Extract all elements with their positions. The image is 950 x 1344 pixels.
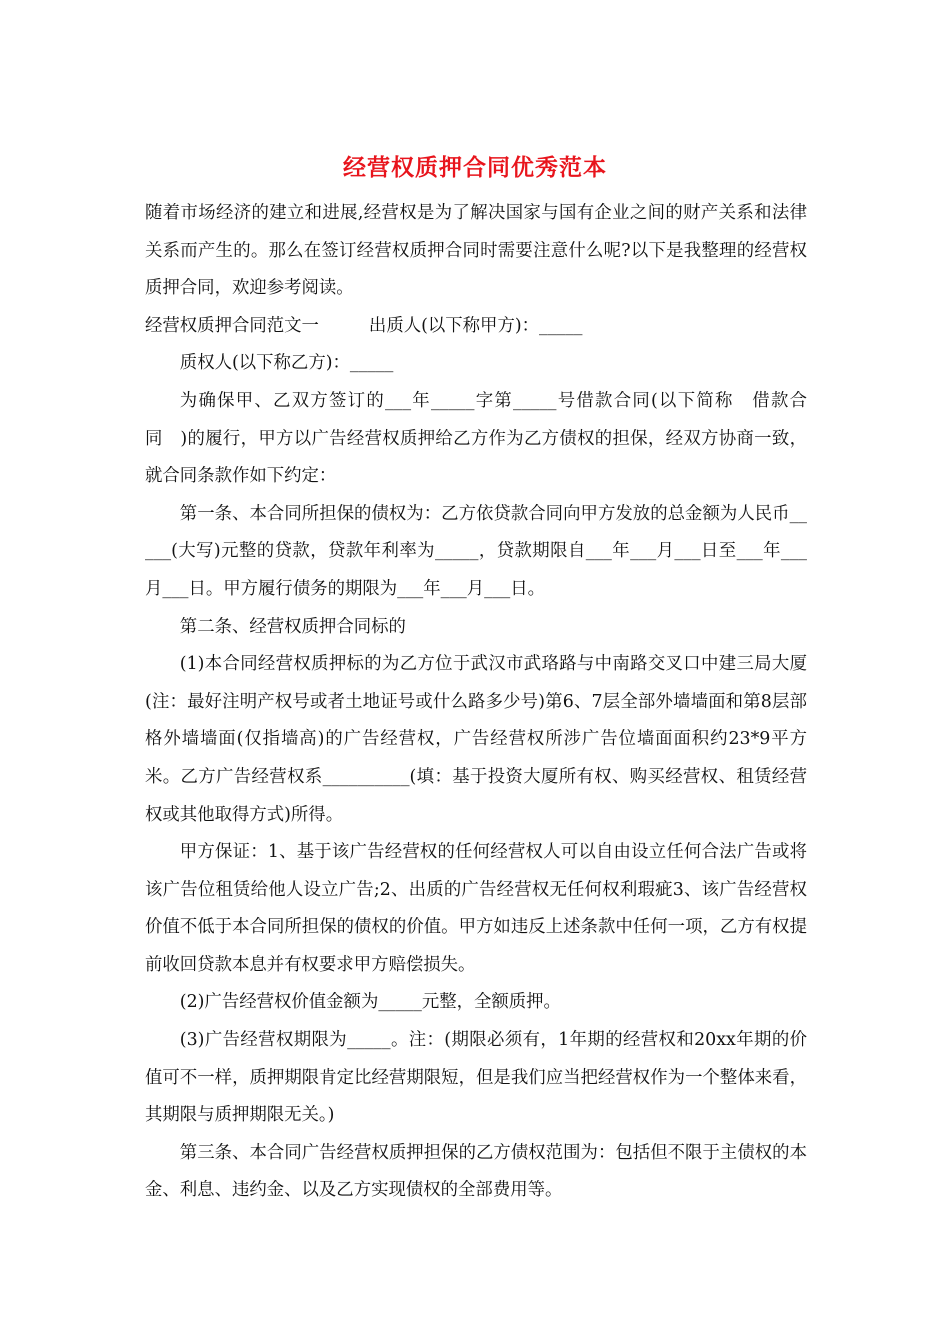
intro-paragraph: 随着市场经济的建立和进展,经营权是为了解决国家与国有企业之间的财产关系和法律关系而产生的。那么在签订经营权质押合同时需要注意什么呢?以下是我整理的经营权质押合同，欢迎参考阅读。: [145, 203, 807, 299]
guarantee-paragraph: 甲方保证：1、基于该广告经营权的任何经营权人可以自由设立任何合法广告或将该广告位租赁给他人设立广告;2、出质的广告经营权无任何权利瑕疵3、该广告经营权价值不低于本合同所担保的债权的价值。甲方如违反上述条款中任何一项，乙方有权提前收回贷款本息并有权要求甲方赔偿损失。: [145, 842, 807, 975]
sample-heading: 经营权质押合同范文一: [145, 315, 319, 336]
party-a-line: 出质人(以下称甲方)：_____: [368, 315, 583, 336]
clause-3-paragraph: (3)广告经营权期限为_____。注：(期限必须有，1年期的经营权和20xx年期的价值可不一样，质押期限肯定比经营期限短，但是我们应当把经营权作为一个整体来看，其期限与质押期限无关。): [145, 1030, 807, 1126]
article-2-heading: 第二条、经营权质押合同标的: [179, 616, 406, 637]
article-3-paragraph: 第三条、本合同广告经营权质押担保的乙方债权范围为：包括但不限于主债权的本金、利息、违约金、以及乙方实现债权的全部费用等。: [145, 1142, 807, 1201]
clause-1-paragraph: (1)本合同经营权质押标的为乙方位于武汉市武珞路与中南路交叉口中建三局大厦(注：最好注明产权号或者土地证号或什么路多少号)第6、7层全部外墙墙面和第8层部格外墙墙面(仅指墙高)的广告经营权，广告经营权所涉广告位墙面面积约23*9平方米。乙方广告经营权系__________(填：基于投资大厦所有权、购买经营权、租赁经营权或其他取得方式)所得。: [145, 654, 807, 825]
party-b-line: 质权人(以下称乙方)：_____: [179, 353, 394, 374]
preamble-paragraph: 为确保甲、乙双方签订的___年_____字第_____号借款合同(以下简称 借款合同 )的履行，甲方以广告经营权质押给乙方作为乙方债权的担保，经双方协商一致，就合同条款作如下约定：: [145, 390, 807, 487]
clause-2-paragraph: (2)广告经营权价值金额为_____元整，全额质押。: [179, 992, 561, 1013]
article-1-paragraph: 第一条、本合同所担保的债权为：乙方依贷款合同向甲方发放的总金额为人民币_____(大写)元整的贷款，贷款年利率为_____，贷款期限自___年___月___日至___年___月___日。甲方履行债务的期限为___年___月___日。: [145, 503, 807, 599]
document-title: 经营权质押合同优秀范本: [343, 154, 607, 181]
document-body: [145, 195, 807, 1210]
sample-heading-line: [145, 308, 807, 346]
